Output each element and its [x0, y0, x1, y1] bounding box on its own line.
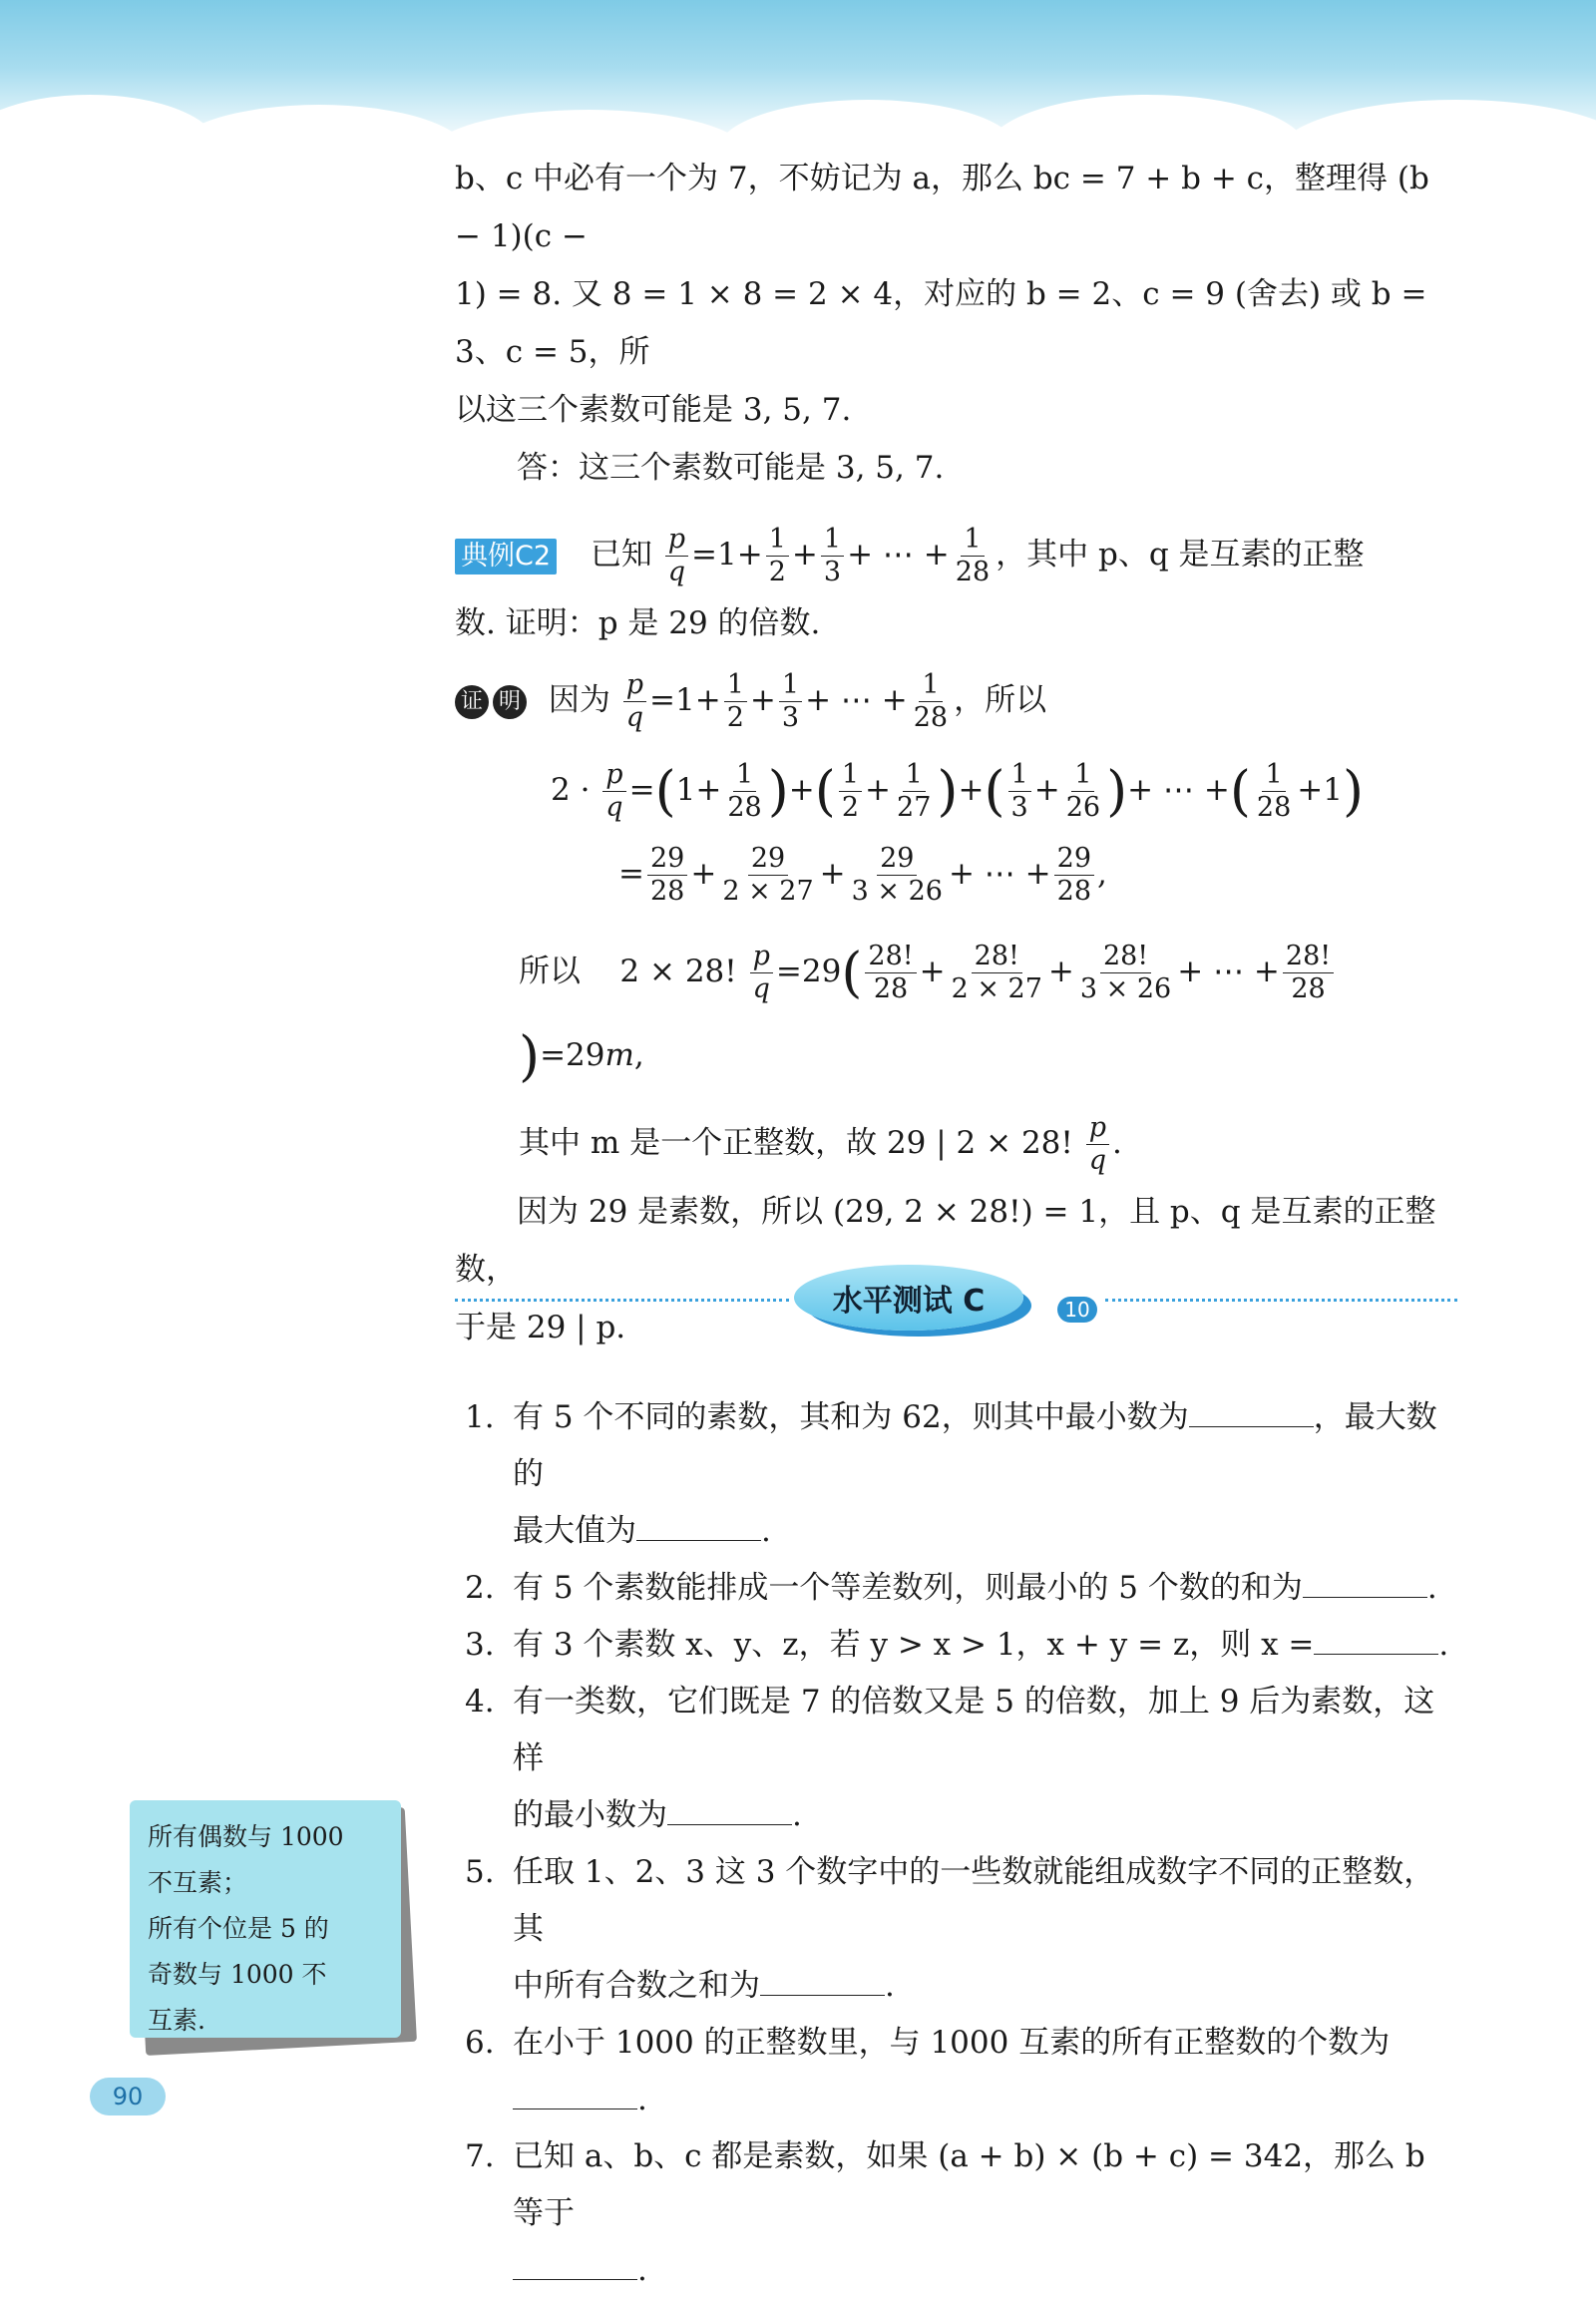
fraction: $\frac{1}{3}$ — [779, 669, 802, 734]
fraction: $\frac{p}{q}$ — [623, 669, 646, 734]
proof-badge — [455, 685, 527, 719]
fraction: $\frac{1}{3}$ — [821, 524, 844, 588]
question-number: 5. — [465, 1854, 495, 1890]
question-item — [465, 1674, 1457, 1844]
section-header — [455, 1277, 1457, 1337]
fraction: $\frac{1}{2}$ — [766, 524, 789, 588]
question-item — [465, 2015, 1457, 2128]
section-title: 水平测试 C — [794, 1265, 1023, 1331]
proof-text: ，所以 — [954, 682, 1047, 718]
top-banner — [0, 0, 1596, 150]
proof-badge-char: 明 — [493, 685, 527, 719]
question-text: . — [885, 1968, 895, 2004]
example-text: 已知 — [590, 537, 652, 573]
answer-blank[interactable] — [513, 2245, 637, 2280]
side-note — [130, 1800, 419, 2060]
proof-badge-char: 证 — [455, 685, 489, 719]
note-line: 奇数与 1000 不 — [148, 1960, 327, 1989]
example-statement: 典例C2 已知 $\frac{p}{q}$ =1+ $\frac{1}{2}$ + $\frac{1}{3}$ + ⋯ + $\frac{1}{28}$ ，其中 p、q 是互素的正整 — [455, 515, 1457, 594]
question-text: 有 3 个素数 x、y、z，若 y > x > 1，x + y = z，则 x = — [513, 1627, 1315, 1663]
note-line: 不互素； — [148, 1868, 248, 1897]
question-text: 任取 1、2、3 这 3 个数字中的一些数就能组成数字不同的正整数，其 — [513, 1854, 1435, 1947]
answer-blank[interactable] — [1189, 1392, 1314, 1427]
question-text: 有 5 个不同的素数，其和为 62，则其中最小数为 — [513, 1399, 1189, 1435]
question-text: 中所有合数之和为 — [513, 1968, 760, 2004]
section-number-badge: 10 — [1057, 1297, 1097, 1323]
question-list — [465, 1389, 1457, 2299]
example-badge: 典例C2 — [455, 539, 557, 575]
question-number: 4. — [465, 1684, 495, 1720]
dotted-rule — [1105, 1299, 1457, 1302]
proof-text: 因为 — [548, 682, 610, 718]
question-text: . — [1426, 1570, 1437, 1606]
question-number: 6. — [465, 2025, 495, 2061]
page-number: 90 — [90, 2078, 166, 2115]
answer-blank[interactable] — [667, 1790, 792, 1825]
question-item — [465, 1560, 1457, 1617]
note-line: 互素. — [148, 2006, 205, 2035]
solution-answer: 答：这三个素数可能是 3, 5, 7. — [517, 450, 945, 486]
question-text: 有 5 个素数能排成一个等差数列，则最小的 5 个数的和为 — [513, 1570, 1303, 1606]
question-text: 的最小数为 — [513, 1797, 667, 1833]
question-text: 有一类数，它们既是 7 的倍数又是 5 的倍数，加上 9 后为素数，这样 — [513, 1684, 1435, 1776]
question-text: 已知 a、b、c 都是素数，如果 (a + b) × (b + c) = 342，那么 b 等于 — [513, 2138, 1425, 2231]
example-statement-cont: 数. 证明：p 是 29 的倍数. — [455, 605, 821, 641]
proof-text: 其中 m 是一个正整数，故 29 | 2 × 28! — [519, 1125, 1073, 1161]
question-number: 3. — [465, 1627, 495, 1663]
answer-blank[interactable] — [1303, 1563, 1427, 1598]
solution-line: b、c 中必有一个为 7，不妨记为 a，那么 bc = 7 + b + c，整理得 (b − 1)(c − — [455, 161, 1429, 254]
question-number: 7. — [465, 2138, 495, 2174]
proof-where: 其中 m 是一个正整数，故 29 | 2 × 28! $\frac{p}{q}$ . — [519, 1112, 1122, 1176]
fraction: $\frac{p}{q}$ — [665, 524, 688, 588]
fraction: $\frac{1}{28}$ — [955, 524, 991, 587]
answer-blank[interactable] — [513, 2075, 637, 2109]
question-text: . — [637, 2252, 647, 2288]
solution-line: 1) = 8. 又 8 = 1 × 8 = 2 × 4，对应的 b = 2、c = 9 (舍去) 或 b = 3、c = 5，所 — [455, 276, 1427, 370]
answer-blank[interactable] — [1314, 1620, 1438, 1655]
answer-blank[interactable] — [760, 1961, 885, 1996]
answer-blank[interactable] — [636, 1506, 761, 1541]
equation-line: 所以 2 × 28! $\frac{p}{q}$ =29( $\frac{28!}{28}$ + $\frac{28!}{2 \times 27}$ + $\frac{28!}{3 \times 26}$ + ⋯ + $\frac{28!}{28}$ )=29m, — [455, 930, 1457, 1097]
note-card — [130, 1800, 401, 2038]
question-item — [465, 1617, 1457, 1674]
proof-intro: 证 明 因为 $\frac{p}{q}$ =1+ $\frac{1}{2}$ + $\frac{1}{3}$ + ⋯ + $\frac{1}{28}$ ，所以 — [455, 660, 1457, 740]
question-text: 最大值为 — [513, 1513, 636, 1549]
question-text: . — [1438, 1627, 1449, 1663]
fraction: $\frac{1}{28}$ — [913, 669, 949, 733]
question-number: 2. — [465, 1570, 495, 1606]
dotted-rule — [455, 1299, 789, 1302]
cloud-shape — [170, 105, 469, 204]
question-text: . — [792, 1797, 802, 1833]
question-number: 1. — [465, 1399, 495, 1435]
example-text: ，其中 p、q 是互素的正整 — [996, 537, 1365, 573]
proof-paragraph: 因为 29 是素数，所以 (29, 2 × 28!) = 1，且 p、q 是互素的正整数， — [455, 1194, 1436, 1288]
question-text: ，最大数的 — [513, 1399, 1437, 1492]
equation-block — [551, 748, 1457, 916]
question-item — [465, 1844, 1457, 2015]
question-item — [465, 2128, 1457, 2299]
question-text: . — [637, 2082, 647, 2117]
question-text: . — [761, 1513, 771, 1549]
note-line: 所有偶数与 1000 — [148, 1822, 344, 1851]
question-text: 在小于 1000 的正整数里，与 1000 互素的所有正整数的个数为 — [513, 2025, 1391, 2061]
equation-line: = $\frac{29}{28}$ + $\frac{29}{2 \times 27}$ + $\frac{29}{3 \times 26}$ + ⋯ + $\frac{29}{28}$ , — [618, 843, 1107, 907]
proof-text: 所以 — [519, 954, 581, 989]
proof-paragraph: 于是 29 | p. — [455, 1310, 626, 1345]
solution-line: 以这三个素数可能是 3, 5, 7. — [455, 392, 852, 428]
equation-line: 2 · $\frac{p}{q}$ =(1+ $\frac{1}{28}$ )+( $\frac{1}{2}$ + $\frac{1}{27}$ )+( $\frac{1}{3}$ + $\frac{1}{26}$ )+ ⋯ +( $\frac{1}{28}$ +1) — [551, 759, 1365, 823]
main-text — [455, 150, 1457, 1356]
fraction: $\frac{1}{2}$ — [724, 669, 747, 734]
question-item — [465, 1389, 1457, 1560]
note-line: 所有个位是 5 的 — [148, 1914, 329, 1943]
